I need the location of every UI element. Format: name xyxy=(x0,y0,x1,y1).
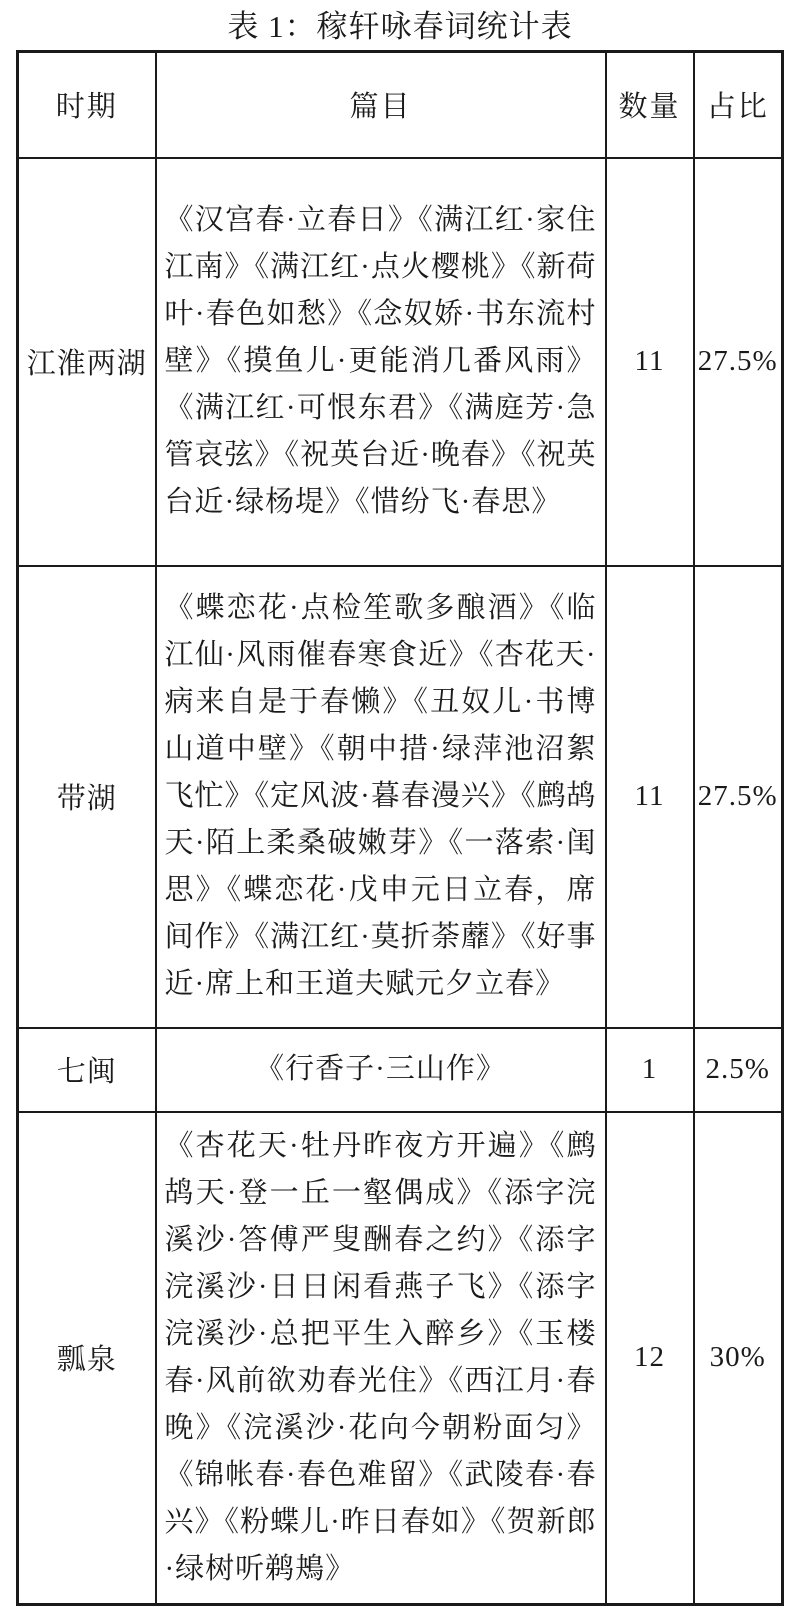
table-row-daihu xyxy=(18,566,783,1028)
table-row-jianghuai-lianghu xyxy=(18,158,783,566)
percent-cell: 30% xyxy=(694,1112,783,1605)
header-row xyxy=(18,52,783,158)
header-count: 数量 xyxy=(606,52,694,158)
count-cell: 12 xyxy=(606,1112,694,1605)
titles-cell: 《汉宫春·立春日》《满江红·家住江南》《满江红·点火樱桃》《新荷叶·春色如愁》《念奴娇·书东流村壁》《摸鱼儿·更能消几番风雨》《满江红·可恨东君》《满庭芳·急管哀弦》《祝英台近·晚春》《祝英台近·绿杨堤》《惜纷飞·春思》 xyxy=(156,158,606,566)
header-titles: 篇目 xyxy=(156,52,606,158)
titles-cell: 《蝶恋花·点检笙歌多酿酒》《临江仙·风雨催春寒食近》《杏花天·病来自是于春懒》《丑奴儿·书博山道中壁》《朝中措·绿萍池沼絮飞忙》《定风波·暮春漫兴》《鹧鸪天·陌上柔桑破嫩芽》《一落索·闺思》《蝶恋花·戊申元日立春，席间作》《满江红·莫折荼蘼》《好事近·席上和王道夫赋元夕立春》 xyxy=(156,566,606,1028)
period-cell: 江淮两湖 xyxy=(18,158,156,566)
period-cell: 七闽 xyxy=(18,1028,156,1112)
spring-ci-statistics-table xyxy=(16,50,784,1606)
header-percent: 占比 xyxy=(694,52,783,158)
percent-cell: 2.5% xyxy=(694,1028,783,1112)
table-caption: 表 1：稼轩咏春词统计表 xyxy=(227,9,573,44)
table-row-piaoquan xyxy=(18,1112,783,1605)
table-row-qimin xyxy=(18,1028,783,1112)
percent-cell: 27.5% xyxy=(694,566,783,1028)
count-cell: 1 xyxy=(606,1028,694,1112)
header-period: 时期 xyxy=(18,52,156,158)
percent-cell: 27.5% xyxy=(694,158,783,566)
count-cell: 11 xyxy=(606,158,694,566)
titles-cell: 《行香子·三山作》 xyxy=(156,1028,606,1112)
period-cell: 瓢泉 xyxy=(18,1112,156,1605)
period-cell: 带湖 xyxy=(18,566,156,1028)
titles-cell: 《杏花天·牡丹昨夜方开遍》《鹧鸪天·登一丘一壑偶成》《添字浣溪沙·答傅严叟酬春之约》《添字浣溪沙·日日闲看燕子飞》《添字浣溪沙·总把平生入醉乡》《玉楼春·风前欲劝春光住》《西江月·春晚》《浣溪沙·花向今朝粉面匀》《锦帐春·春色难留》《武陵春·春兴》《粉蝶儿·昨日春如》《贺新郎·绿树听鹈鴂》 xyxy=(156,1112,606,1605)
count-cell: 11 xyxy=(606,566,694,1028)
